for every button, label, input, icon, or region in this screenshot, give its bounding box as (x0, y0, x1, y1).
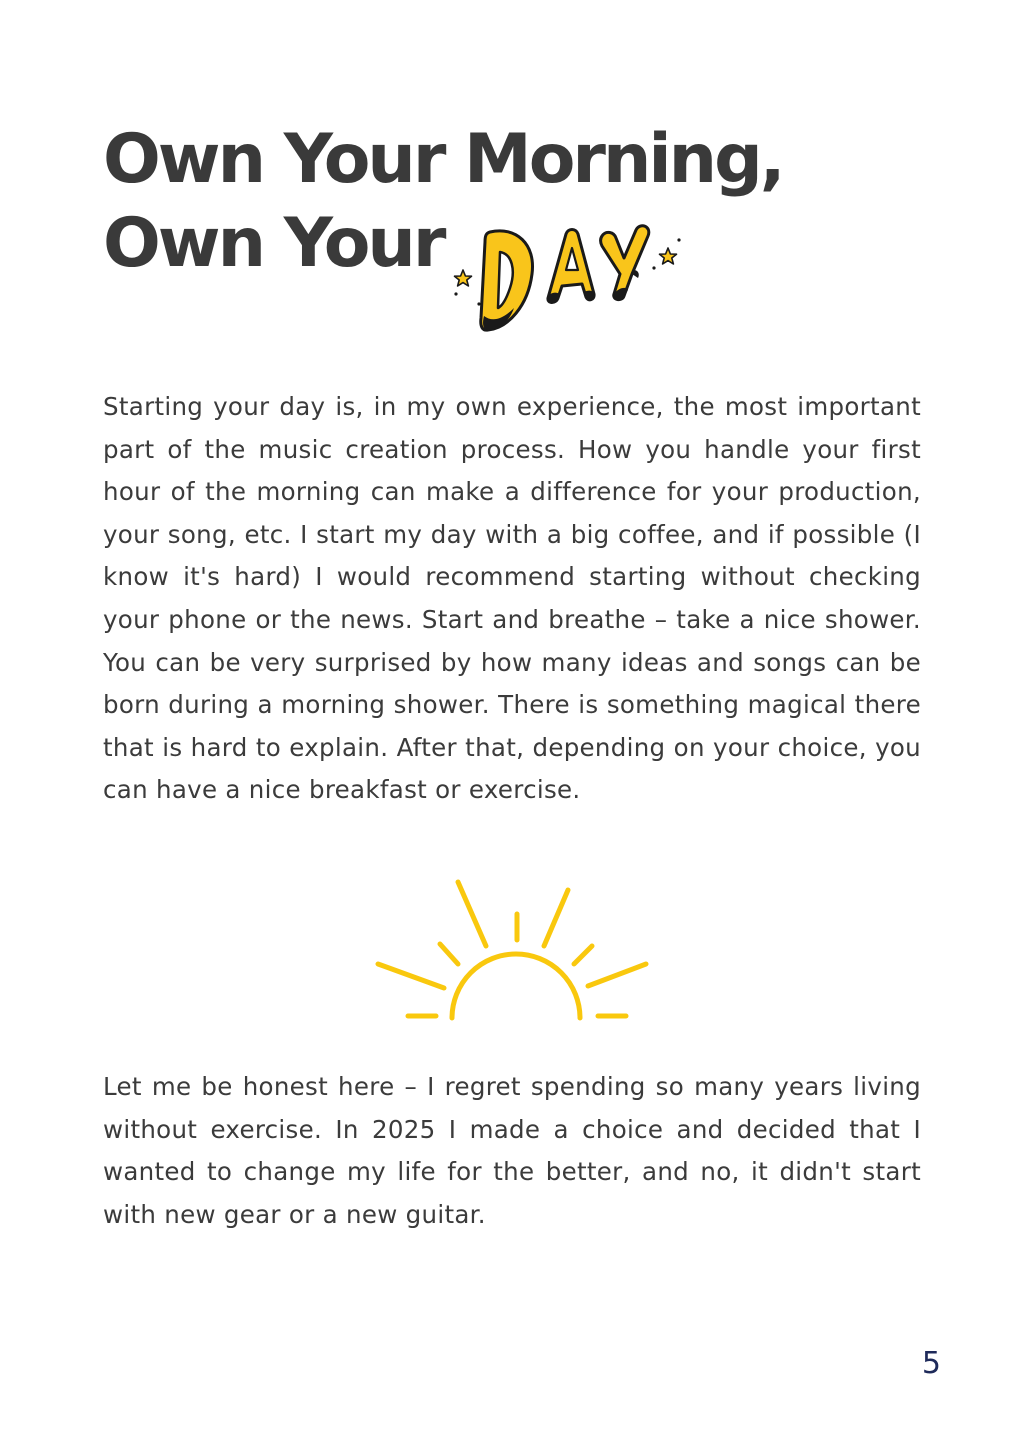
title-line-2: Own Your (103, 204, 444, 283)
star-icon (660, 248, 677, 264)
day-lettering-art (448, 212, 684, 340)
letter-d-art (481, 231, 533, 330)
star-icon (455, 270, 472, 286)
page-number: 5 (921, 1346, 941, 1381)
exercise-paragraph: Let me be honest here – I regret spending so many years living without exercise. In 2025 I made a choice and decided that I wanted to change my life for the better, and no, it didn't start with new gear or a new guitar. (103, 1072, 921, 1229)
rising-sun-icon (370, 874, 654, 1026)
letter-y-art (601, 226, 649, 300)
title-line-1: Own Your Morning, (103, 120, 783, 199)
intro-paragraph: Starting your day is, in my own experience, the most important part of the music creation process. How you handle your first hour of the morning can make a difference for your production, your song, etc. I start my day with a big coffee, and if possible (I know it's hard) I would recommend starting without checking your phone or the news. Start and breathe – take a nice shower. You can be very surprised by how many ideas and songs can be born during a morning shower. There is something magical there that is hard to explain. After that, depending on your choice, you can have a nice breakfast or exercise. (103, 392, 921, 805)
letter-a-art (548, 230, 594, 303)
